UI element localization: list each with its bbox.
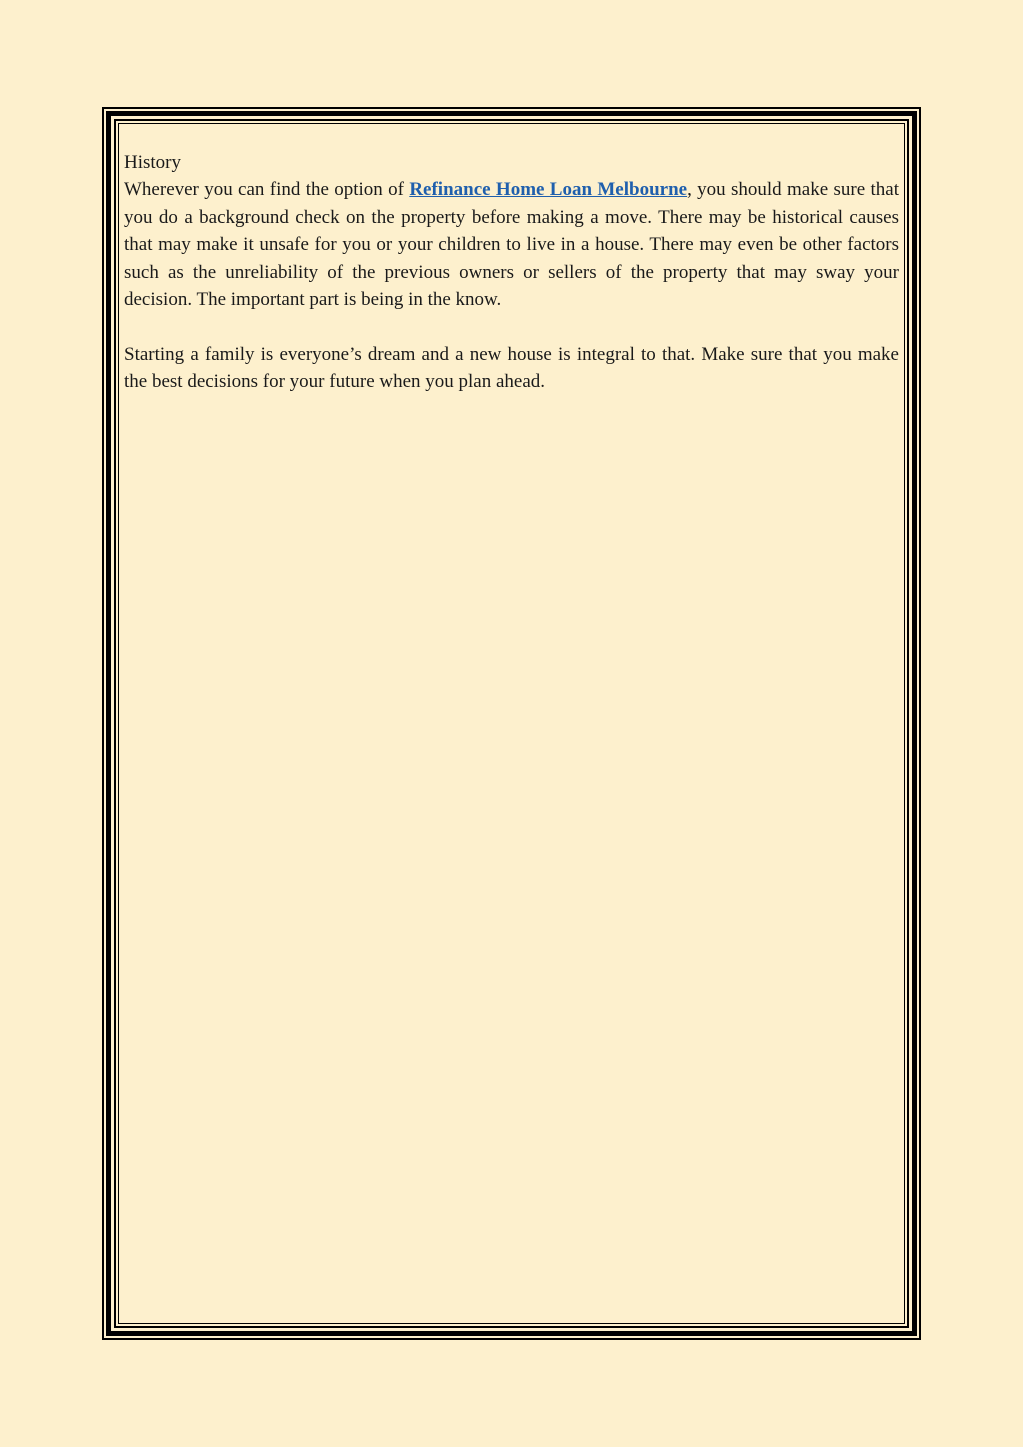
paragraph-text-before-link: Wherever you can find the option of xyxy=(124,179,410,201)
section-heading: History xyxy=(124,152,181,173)
paragraph-history xyxy=(124,176,899,313)
paragraph-spacer xyxy=(124,313,899,340)
paragraph-family: Starting a family is everyone’s dream and a new house is integral to that. Make sure that you make the best decisions for your future when you plan ahead. xyxy=(124,343,899,393)
paragraph-text-after-link: , you should make sure that you do a background check on the property before making a move. There may be historical causes that may make it unsafe for you or your children to live in a house. There may even be other factors such as the unreliability of the previous owners or sellers of the property that may sway your decision. The important part is being in the know. xyxy=(124,179,899,311)
document-body xyxy=(124,149,899,396)
refinance-home-loan-link[interactable]: Refinance Home Loan Melbourne xyxy=(409,179,688,201)
